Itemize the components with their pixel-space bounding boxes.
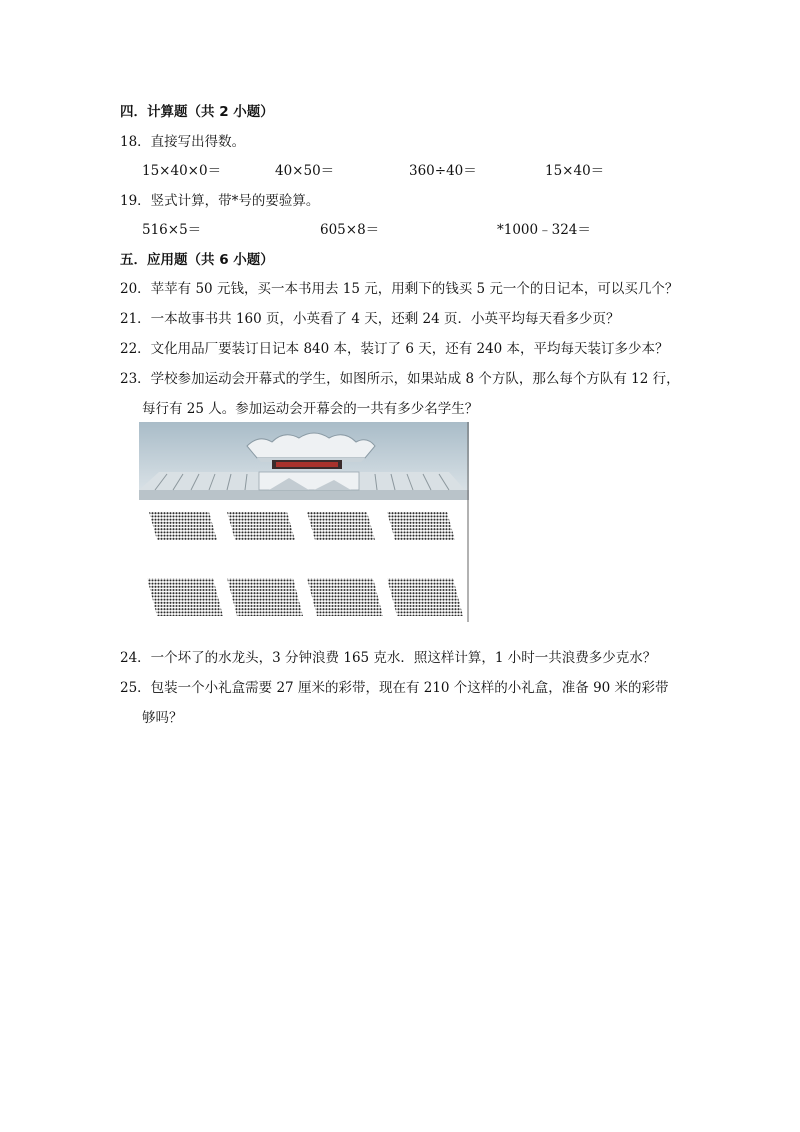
q18-item-3: 360÷40＝ (409, 163, 477, 179)
question-25-line-1: 25．包装一个小礼盒需要 27 厘米的彩带，现在有 210 个这样的小礼盒，准备 90 米的彩带 (120, 680, 669, 696)
question-25-line-2: 够吗？ (142, 710, 183, 726)
question-18-stem: 18．直接写出得数。 (120, 134, 246, 150)
question-23-line-2: 每行有 25 人。参加运动会开幕会的一共有多少名学生？ (142, 401, 479, 417)
section-heading-word-problems: 五．应用题（共 6 小题） (120, 252, 274, 268)
q18-item-1: 15×40×0＝ (142, 163, 222, 179)
q19-item-1: 516×5＝ (142, 222, 202, 238)
question-19-stem: 19．竖式计算，带*号的要验算。 (120, 193, 320, 209)
question-20: 20．苹苹有 50 元钱，买一本书用去 15 元，用剩下的钱买 5 元一个的日记本，可以买几个？ (120, 281, 679, 297)
question-23-line-1: 23．学校参加运动会开幕式的学生，如图所示，如果站成 8 个方队，那么每个方队有 12 行， (120, 371, 680, 387)
section-heading-calculation: 四．计算题（共 2 小题） (120, 104, 274, 120)
question-21: 21．一本故事书共 160 页，小英看了 4 天，还剩 24 页．小英平均每天看多少页？ (120, 311, 620, 327)
q19-item-2: 605×8＝ (320, 222, 380, 238)
q19-item-3: *1000﹣324＝ (497, 222, 591, 238)
question-24: 24．一个坏了的水龙头，3 分钟浪费 165 克水．照这样计算，1 小时一共浪费多少克水？ (120, 650, 657, 666)
stadium-crowd-illustration (139, 422, 469, 622)
q18-item-4: 15×40＝ (545, 163, 605, 179)
q18-item-2: 40×50＝ (275, 163, 335, 179)
question-22: 22．文化用品厂要装订日记本 840 本，装订了 6 天，还有 240 本，平均每天装订多少本？ (120, 341, 669, 357)
